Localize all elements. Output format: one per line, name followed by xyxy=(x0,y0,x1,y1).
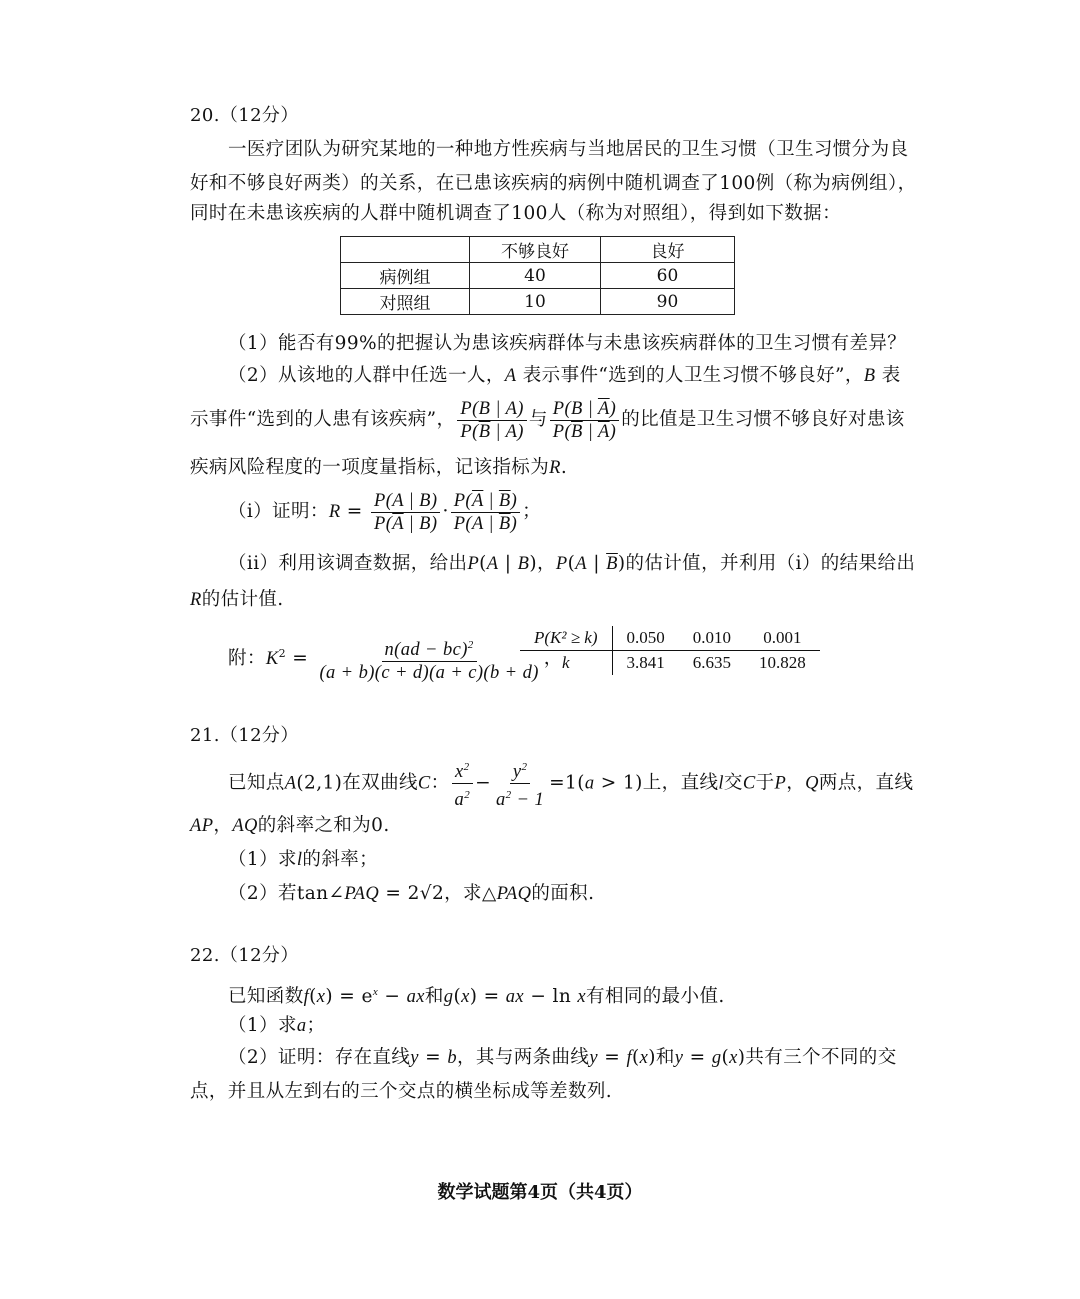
table-header-row xyxy=(341,237,735,263)
q20-part1: （1）能否有99%的把握认为患该疾病群体与未患该疾病群体的卫生习惯有差异？ xyxy=(228,333,907,354)
cell-good: 90 xyxy=(601,289,735,315)
hyperbola-term-x: $\frac{x^2}{a^2}$ xyxy=(452,756,474,811)
q20-part2-line3: 疾病风险程度的一项度量指标，记该指标为R. xyxy=(190,457,568,478)
k-squared-formula: $\frac{n(ad - bc)^2}{(a + b)(c + d)(a + c)(b + d)}$ xyxy=(316,634,541,684)
q21-line2: AP，AQ的斜率之和为0. xyxy=(190,815,390,836)
q21-part2: （2）若tan∠PAQ = 2√2，求△PAQ的面积. xyxy=(228,883,595,904)
q20-header: 20.（12分） xyxy=(190,105,299,126)
q20-intro-line1: 一医疗团队为研究某地的一种地方性疾病与当地居民的卫生习惯（卫生习惯分为良 xyxy=(228,139,909,160)
ratio-fraction-1: $\frac{P(B | A)}{P(\overline{B} | A)}$ xyxy=(457,398,526,443)
q22-part1: （1）求a； xyxy=(228,1015,326,1036)
row-label: 病例组 xyxy=(341,263,470,289)
cell-not-good: 40 xyxy=(470,263,601,289)
q22-part2-line2: 点，并且从左到右的三个交点的横坐标成等差数列. xyxy=(190,1081,613,1102)
ratio-fraction-2: $\frac{P(B | \overline{A})}{P(\overline{B} | \overline{A})}$ xyxy=(550,398,619,443)
table-header-good: 良好 xyxy=(601,237,735,263)
table-row: k 3.841 6.635 10.828 xyxy=(520,651,820,676)
q20-data-table xyxy=(340,236,735,315)
p-label: P(K² ≥ k) xyxy=(520,626,612,651)
q21-header: 21.（12分） xyxy=(190,725,299,746)
table-row xyxy=(341,289,735,315)
q20-intro-line3: 同时在未患该疾病的人群中随机调查了100人（称为对照组），得到如下数据： xyxy=(190,203,841,224)
proof-fraction-1: $\frac{P(A | B)}{P(\overline{A} | B)}$ xyxy=(371,490,440,535)
cell-good: 60 xyxy=(601,263,735,289)
q22-header: 22.（12分） xyxy=(190,945,299,966)
row-label: 对照组 xyxy=(341,289,470,315)
hyperbola-term-y: $\frac{y^2}{a^2 - 1}$ xyxy=(493,756,547,811)
k-label: k xyxy=(520,651,612,676)
q20-part2-line2: 示事件“选到的人患有该疾病”， $\frac{P(B | A)}{P(\overline{B} | A)}$ 与 $\frac{P(B | \overline{A})}{P(\overline{B} | \overline{A})}$ 的比值是卫生习惯不够良好对患该 xyxy=(190,398,905,442)
q22-line1: 已知函数$f(x) = e^x$ − ax和g(x) = ax − ln x有相同的最小值. xyxy=(228,986,725,1008)
q22-part2-line1: （2）证明：存在直线y = b，其与两条曲线y = f(x)和y = g(x)共有三个不同的交 xyxy=(228,1047,897,1068)
q20-part-ii-line1: （ii）利用该调查数据，给出P(A | B)，P(A | $\overline{B}$)的估计值，并利用（i）的结果给出 xyxy=(228,553,916,574)
proof-fraction-2: $\frac{P(\overline{A} | \overline{B})}{P(A | \overline{B})}$ xyxy=(451,490,520,535)
cell-not-good: 10 xyxy=(470,289,601,315)
q20-intro-line2: 好和不够良好两类）的关系，在已患该疾病的病例中随机调查了100例（称为病例组）， xyxy=(190,173,917,194)
table-row: P(K² ≥ k) 0.050 0.010 0.001 xyxy=(520,626,820,651)
q20-part-ii-line2: R的估计值. xyxy=(190,589,284,610)
k-critical-table-wrap xyxy=(520,626,820,675)
page-footer: 数学试题第4页（共4页） xyxy=(437,1182,643,1203)
q21-part1: （1）求l的斜率； xyxy=(228,849,379,870)
table-row xyxy=(341,263,735,289)
table-corner-cell xyxy=(341,237,470,263)
q21-line1: 已知点A(2,1)在双曲线C： $\frac{x^2}{a^2}$ − $\frac{y^2}{a^2 - 1}$ =1(a > 1)上，直线l交C于P，Q两点，直线 xyxy=(228,756,913,811)
q20-appendix: 附：$K^2$ = $\frac{n(ad - bc)^2}{(a + b)(c + d)(a + c)(b + d)}$ ， xyxy=(228,630,563,684)
k-critical-table xyxy=(520,626,820,675)
q20-part2-line1: （2）从该地的人群中任选一人，A 表示事件“选到的人卫生习惯不够良好”，B 表 xyxy=(228,365,901,386)
table-header-not-good: 不够良好 xyxy=(470,237,601,263)
q20-part-i: （i）证明：R = $\frac{P(A | B)}{P(\overline{A} | B)}$ · $\frac{P(\overline{A} | \overline{B})}{P(A | \overline{B})}$ ； xyxy=(228,490,542,534)
